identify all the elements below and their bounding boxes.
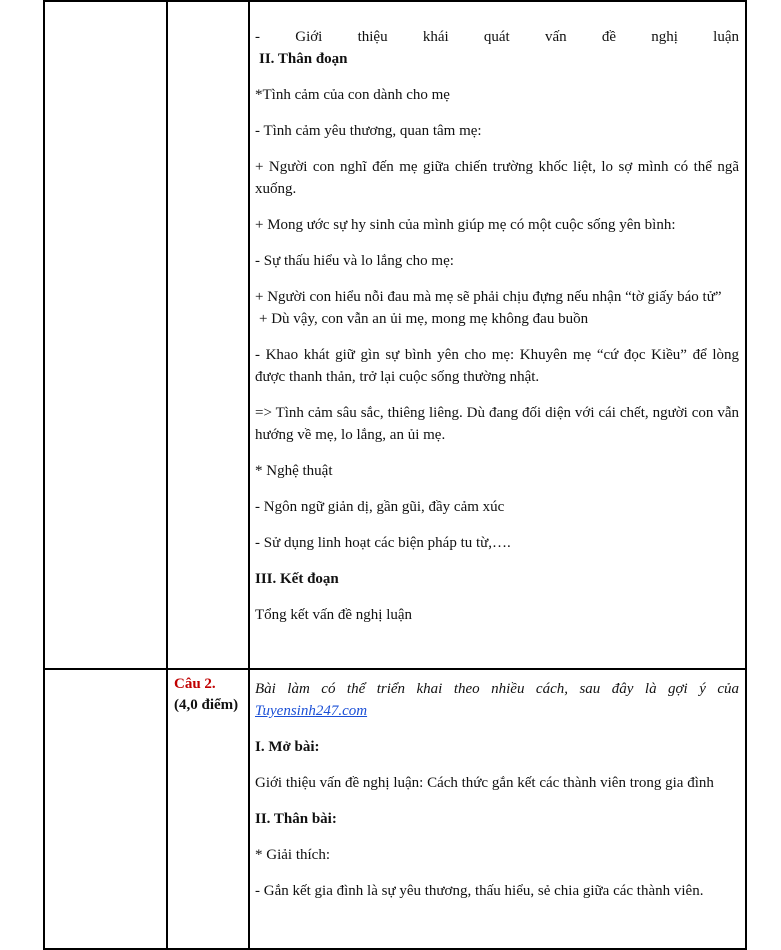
- row-cau-1: [44, 1, 746, 669]
- item-chien-truong: + Người con nghĩ đến mẹ giữa chiến trường khốc liệt, lo sợ mình có thể ngã xuống.: [255, 159, 739, 197]
- mo-bai-text: Giới thiệu vấn đề nghị luận: Cách thức gắn kết các thành viên trong gia đình: [255, 775, 714, 791]
- heading-mo-bai: I. Mở bài:: [255, 739, 320, 755]
- ket-doan-text: Tổng kết vấn đề nghị luận: [255, 607, 413, 623]
- col-content-1: [249, 1, 746, 669]
- gan-ket-text: - Gắn kết gia đình là sự yêu thương, thấu hiểu, sẻ chia giữa các thành viên.: [255, 883, 704, 899]
- item-mong-uoc: + Mong ước sự hy sinh của mình giúp mẹ có một cuộc sống yên bình:: [255, 217, 676, 233]
- item-nghe-thuat: * Nghệ thuật: [255, 463, 333, 479]
- item-bien-phap: - Sử dụng linh hoạt các biện pháp tu từ,….: [255, 535, 511, 551]
- question-points: (4,0 điểm): [174, 697, 239, 713]
- col-section-empty-2: [44, 669, 167, 949]
- heading-than-bai: II. Thân bài:: [255, 811, 337, 827]
- row-cau-2: [44, 669, 746, 949]
- answer-key-page: [43, 0, 739, 946]
- item-ket-luan: => Tình cảm sâu sắc, thiêng liêng. Dù đang đối diện với cái chết, người con vẫn hướng về mẹ, lo lắng, an ủi mẹ.: [255, 405, 739, 443]
- heading-ket-doan: III. Kết đoạn: [255, 571, 339, 587]
- giai-thich-label: * Giải thích:: [255, 847, 330, 863]
- question-label: Câu 2.: [174, 676, 216, 692]
- item-an-ui: + Dù vậy, con vẫn an ủi mẹ, mong mẹ không đau buồn: [259, 311, 589, 327]
- col-section-empty: [44, 1, 167, 669]
- item-noi-dau: + Người con hiểu nỗi đau mà mẹ sẽ phải chịu đựng nếu nhận “tờ giấy báo tử”: [255, 289, 722, 305]
- col-content-2: [249, 669, 746, 949]
- intro-hint: Bài làm có thể triển khai theo nhiều cách, sau đây là gợi ý của: [255, 681, 739, 697]
- item-tinh-cam: *Tình cảm của con dành cho mẹ: [255, 87, 450, 103]
- heading-than-doan: II. Thân đoạn: [259, 51, 348, 67]
- col-question-empty: [167, 1, 249, 669]
- answer-table: [43, 0, 747, 950]
- item-ngon-ngu: - Ngôn ngữ giản dị, gần gũi, đầy cảm xúc: [255, 499, 505, 515]
- col-question-2: [167, 669, 249, 949]
- item-khao-khat: - Khao khát giữ gìn sự bình yên cho mẹ: Khuyên mẹ “cứ đọc Kiều” để lòng được thanh thản, trở lại cuộc sống thường nhật.: [255, 347, 739, 385]
- intro-line: - Giới thiệu khái quát vấn đề nghị luận: [255, 29, 739, 45]
- item-yeu-thuong: - Tình cảm yêu thương, quan tâm mẹ:: [255, 123, 482, 139]
- tuyensinh-link[interactable]: Tuyensinh247.com: [255, 703, 368, 719]
- item-thau-hieu: - Sự thấu hiểu và lo lắng cho mẹ:: [255, 253, 454, 269]
